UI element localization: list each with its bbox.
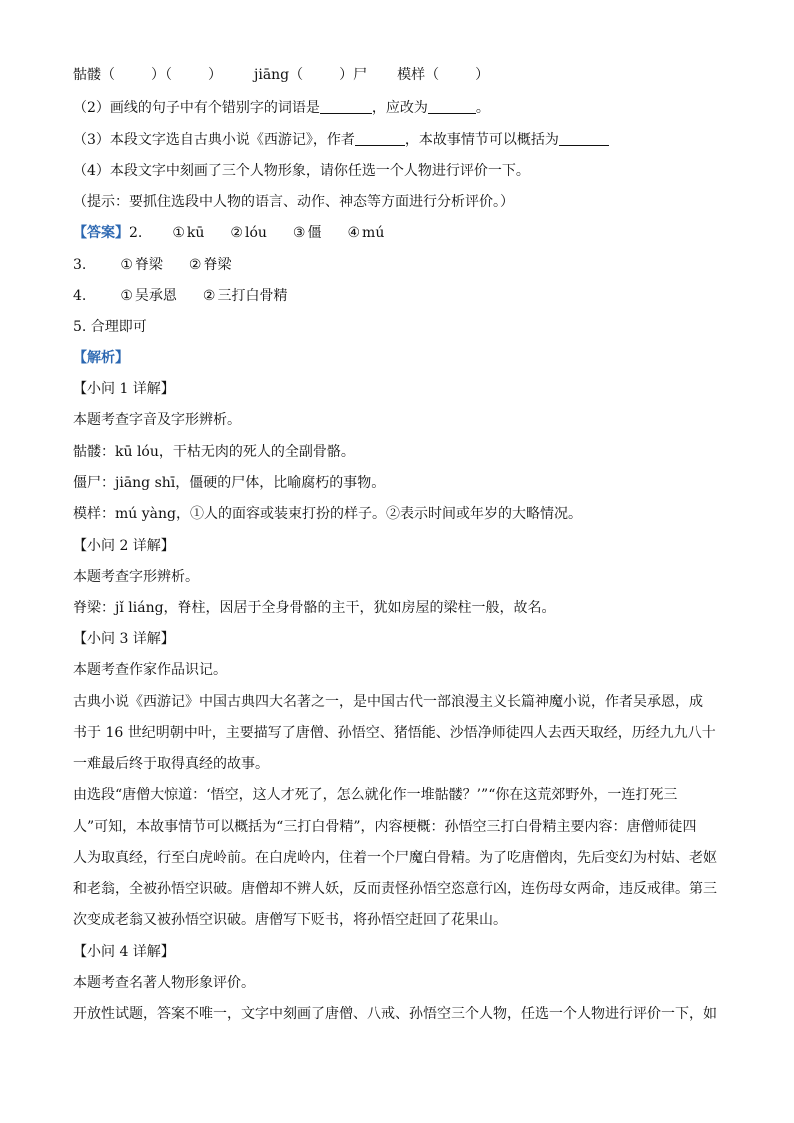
answer-blank (428, 99, 476, 114)
answer-number: 3. (73, 257, 87, 273)
section-4-heading: 【小问 4 详解】 (73, 944, 175, 960)
answer-item: mú (362, 225, 385, 241)
question-2-text: （2）画线的句子中有个错别字的词语是 (73, 100, 320, 116)
section-2-line: 本题考查字形辨析。 (73, 569, 199, 585)
section-1-line: 骷髅：kū lóu，干枯无肉的死人的全副骨骼。 (73, 444, 355, 460)
section-2-heading: 【小问 2 详解】 (73, 538, 175, 554)
section-1-line: 僵尸：jiāng shī，僵硬的尸体，比喻腐朽的事物。 (73, 475, 386, 491)
section-3-line: 和老翁，全被孙悟空识破。唐僧却不辨人妖，反而责怪孙悟空恣意行凶，连伤母女两命，违反戒律。第三 (73, 881, 717, 897)
circled-mark: ① (120, 257, 133, 273)
answer-item: kū (186, 225, 205, 241)
circled-mark: ② (188, 257, 202, 273)
hint: （提示：要抓住选段中人物的语言、动作、神态等方面进行分析评价。） (73, 194, 514, 210)
answer-item: lóu (244, 225, 267, 241)
section-3-line: 人”可知，本故事情节可以概括为“三打白骨精”，内容梗概：孙悟空三打白骨精主要内容：唐僧师徒四 (73, 819, 697, 835)
answer-blank (559, 131, 609, 146)
paren-middle: ）（ (151, 67, 172, 83)
question-3 (73, 131, 723, 149)
question-2 (73, 99, 723, 117)
question-2-text-3: 。 (475, 100, 490, 116)
section-1-line: 本题考查字音及字形辨析。 (73, 412, 241, 428)
answer-item: 脊梁 (203, 257, 232, 273)
answer-line-4 (73, 287, 723, 305)
section-3-line: 一难最后终于取得真经的故事。 (73, 756, 269, 772)
answer-line-5: 5. 合理即可 (73, 319, 147, 335)
answer-blank (355, 131, 405, 146)
circled-mark: ② (202, 288, 216, 304)
section-4-line: 本题考查名著人物形象评价。 (73, 975, 255, 991)
word-muyang: 模样（ (397, 67, 440, 83)
answer-number: 2. (129, 225, 143, 241)
pinyin-jiang: jiāng（ (254, 67, 304, 83)
answer-item: 僵 (307, 225, 322, 241)
paren-close-2: ） (475, 67, 490, 83)
answer-item: 三打白骨精 (217, 288, 288, 304)
answer-label: 【答案】 (73, 225, 129, 241)
section-3-line: 人为取真经，行至白虎岭前。在白虎岭内，住着一个尸魔白骨精。为了吃唐僧肉，先后变幻为村姑、老妪 (73, 850, 717, 866)
circled-mark: ② (230, 225, 243, 241)
section-1-line: 模样：mú yàng，①人的面容或装束打扮的样子。②表示时间或年岁的大略情况。 (73, 506, 582, 522)
section-3-line: 由选段“唐僧大惊道：‘悟空，这人才死了，怎么就化作一堆骷髅？’”“你在这荒郊野外，一连打死三 (73, 787, 678, 803)
analysis-label: 【解析】 (73, 350, 129, 366)
circled-mark: ④ (347, 225, 361, 241)
section-1-heading: 【小问 1 详解】 (73, 381, 175, 397)
circled-mark: ① (172, 225, 185, 241)
word-shi: ）尸 (339, 67, 368, 83)
section-4-line: 开放性试题，答案不唯一，文字中刻画了唐僧、八戒、孙悟空三个人物，任选一个人物进行评价一下，如 (73, 1006, 717, 1022)
question-3-text-2: ，本故事情节可以概括为 (404, 132, 559, 148)
question-2-text-2: ，应改为 (371, 100, 428, 116)
section-2-line: 脊梁：jǐ liáng，脊柱，因居于全身骨骼的主干，犹如房屋的梁柱一般，故名。 (73, 600, 556, 616)
answer-number: 4. (73, 288, 87, 304)
question-3-text: （3）本段文字选自古典小说《西游记》，作者 (73, 132, 355, 148)
section-3-line: 本题考查作家作品识记。 (73, 662, 227, 678)
circled-mark: ③ (292, 225, 306, 241)
paren-close: ） (208, 67, 222, 83)
answer-line-2 (73, 224, 723, 242)
circled-mark: ① (120, 288, 133, 304)
answer-item: 吴承恩 (134, 288, 177, 304)
section-3-line: 古典小说《西游记》中国古典四大名著之一，是中国古代一部浪漫主义长篇神魔小说，作者吴承恩，成 (73, 694, 703, 710)
section-3-line: 次变成老翁又被孙悟空识破。唐僧写下贬书，将孙悟空赶回了花果山。 (73, 912, 507, 928)
question-4: （4）本段文字中刻画了三个人物形象，请你任选一个人物进行评价一下。 (73, 163, 530, 179)
answer-line-3 (73, 256, 723, 274)
answer-item: 脊梁 (134, 257, 163, 273)
word-kulou: 骷髅（ (73, 67, 115, 83)
answer-blank (320, 99, 372, 114)
section-3-heading: 【小问 3 详解】 (73, 631, 175, 647)
question-1-pinyin-line (73, 66, 723, 84)
section-3-line: 书于 16 世纪明朝中叶，主要描写了唐僧、孙悟空、猪悟能、沙悟净师徒四人去西天取经，历经九九八十 (73, 725, 716, 741)
